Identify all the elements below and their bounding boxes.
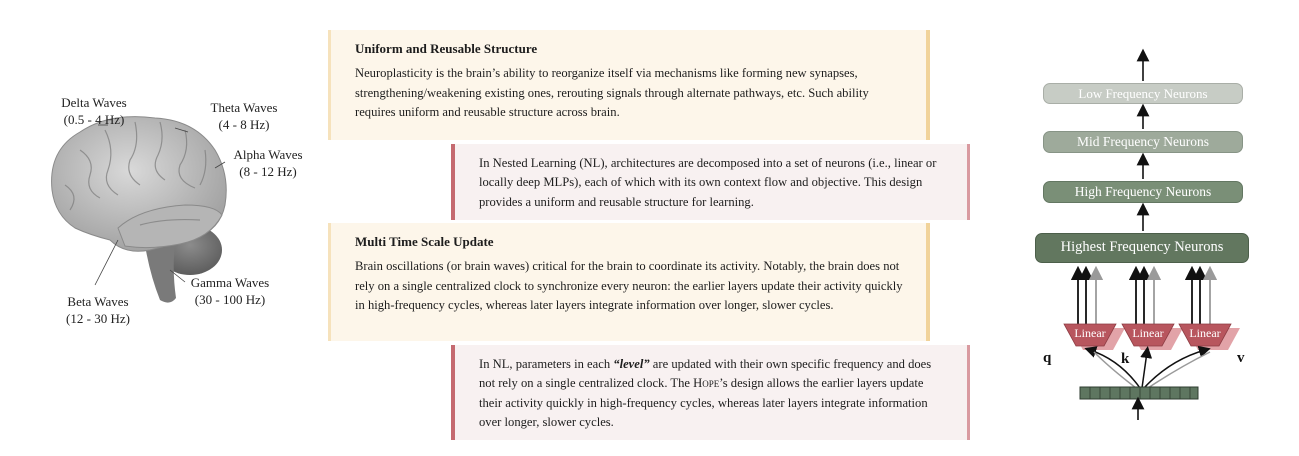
input-token-bar [1080,387,1198,399]
alpha-wave-name: Alpha Waves [233,147,303,162]
gamma-wave-range: (30 - 100 Hz) [194,292,266,307]
theta-wave-range: (4 - 8 Hz) [218,117,270,132]
nl-multiscale-part3: ’s design allows the earlier layers update their activity quickly in high-frequency cycles, whereas later layers integrate information over longer, slower cycles. [479,376,928,430]
beta-wave-range: (12 - 30 Hz) [66,311,130,326]
high-frequency-neurons: High Frequency Neurons [1043,181,1243,203]
uniform-structure-box [328,30,930,140]
highest-frequency-neurons: Highest Frequency Neurons [1035,233,1249,263]
linear-v-label: Linear [1189,326,1221,340]
delta-wave-label [44,94,144,128]
multi-time-scale-title: Multi Time Scale Update [355,234,494,249]
nl-uniform-box [451,144,970,220]
beta-wave-label [48,293,148,327]
delta-wave-range: (0.5 - 4 Hz) [63,112,125,127]
gamma-wave-label [175,274,285,308]
alpha-wave-range: (8 - 12 Hz) [239,164,297,179]
uniform-structure-title: Uniform and Reusable Structure [355,41,538,56]
mid-frequency-neurons: Mid Frequency Neurons [1043,131,1243,153]
beta-wave-name: Beta Waves [67,294,129,309]
theta-wave-label [194,99,294,133]
k-label: k [1121,351,1130,367]
alpha-wave-label [218,146,318,180]
linear-to-neuron-arrows [1078,273,1210,324]
nl-uniform-text: In Nested Learning (NL), architectures are decomposed into a set of neurons (i.e., linear or locally deep MLPs), each of which with its own context flow and objective. This design provides a uniform and reusable structure for learning. [479,156,937,209]
brain-stem [145,245,176,303]
low-frequency-neurons: Low Frequency Neurons [1043,83,1243,104]
linear-k-label: Linear [1132,326,1164,340]
gamma-wave-name: Gamma Waves [190,275,270,290]
level-emphasis: “level” [613,357,650,371]
nl-multiscale-box [451,345,970,440]
nl-multiscale-part2: are updated with their own specific frequency and does not rely on a single centralized clock. The [479,357,932,391]
linear-q-label: Linear [1074,326,1106,340]
uniform-structure-text: Neuroplasticity is the brain’s ability to reorganize itself via mechanisms like forming new synapses, strengthening/weakening existing ones, rerouting signals through alternate pathways, etc. Such ability requires uniform and reusable structure across brain. [355,66,869,120]
nl-multiscale-part1: In NL, parameters in each [479,357,614,371]
nl-multiscale-text [479,355,949,433]
theta-wave-name: Theta Waves [210,100,278,115]
input-fanout-arrows [1090,350,1210,388]
v-label: v [1237,350,1245,366]
multi-time-scale-box [328,223,930,341]
hope-name: Hope [693,376,720,391]
multi-time-scale-text: Brain oscillations (or brain waves) critical for the brain to coordinate its activity. Notably, the brain does not rely on a single centralized clock to synchronize every neuron: the earlier layers update their activity quickly in high-frequency cycles, whereas later layers integrate information over longer, slower cycles. [355,259,903,313]
delta-wave-name: Delta Waves [61,95,127,110]
brain-illustration [0,0,330,456]
q-label: q [1043,350,1052,366]
